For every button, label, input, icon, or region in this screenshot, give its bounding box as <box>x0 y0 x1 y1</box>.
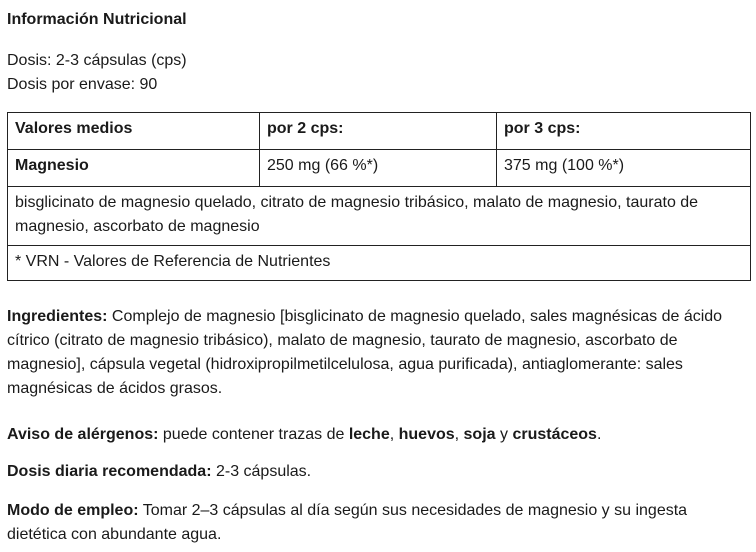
allergen-sep-2: , <box>454 426 464 443</box>
value-2cps-cell: 250 mg (66 %*) <box>260 150 497 187</box>
allergen-sep-3: y <box>495 426 513 443</box>
per-container-line: Dosis por envase: 90 <box>7 76 158 93</box>
daily-dose-text: 2-3 cápsulas. <box>211 463 312 480</box>
allergens-label: Aviso de alérgenos: <box>7 426 159 443</box>
allergens-paragraph <box>7 423 749 447</box>
footnote-cell: * VRN - Valores de Referencia de Nutrientes <box>8 246 751 281</box>
header-cell-values: Valores medios <box>8 113 260 150</box>
ingredients-paragraph <box>7 305 749 401</box>
daily-dose-label: Dosis diaria recomendada: <box>7 463 212 480</box>
magnesium-forms-cell: bisglicinato de magnesio quelado, citrato de magnesio tribásico, malato de magnesio, taurato de magnesio, ascorbato de magnesio <box>8 187 751 246</box>
usage-paragraph <box>7 499 749 547</box>
ingredients-label: Ingredientes: <box>7 308 108 325</box>
page-title: Información Nutricional <box>7 11 187 28</box>
nutrient-name-cell: Magnesio <box>8 150 260 187</box>
table-header-row <box>8 113 751 150</box>
allergen-eggs: huevos <box>398 426 455 443</box>
allergen-sep-1: , <box>389 426 399 443</box>
allergen-soy: soja <box>463 426 496 443</box>
allergen-milk: leche <box>348 426 390 443</box>
usage-label: Modo de empleo: <box>7 502 139 519</box>
header-cell-2cps: por 2 cps: <box>260 113 497 150</box>
usage-text: Tomar 2–3 cápsulas al día según sus necesidades de magnesio y su ingesta dietética con abundante agua. <box>7 502 688 543</box>
allergen-end: . <box>596 426 602 443</box>
header-cell-3cps: por 3 cps: <box>497 113 751 150</box>
ingredients-text: Complejo de magnesio [bisglicinato de magnesio quelado, sales magnésicas de ácido cítrico (citrato de magnesio tribásico), malato de magnesio, taurato de magnesio, ascorbato de magnesio], cápsula vegetal (hidroxipropilmetilcelulosa, agua purificada), antiaglomerante: sales magnésicas de ácidos grasos. <box>7 308 723 397</box>
allergens-text: puede contener trazas de <box>158 426 349 443</box>
allergen-crustaceans: crustáceos <box>512 426 597 443</box>
daily-dose-paragraph <box>7 460 749 484</box>
table-row-footnote <box>8 246 751 281</box>
nutrition-table <box>7 112 751 281</box>
value-3cps-cell: 375 mg (100 %*) <box>497 150 751 187</box>
table-row-magnesium <box>8 150 751 187</box>
dose-line: Dosis: 2-3 cápsulas (cps) <box>7 52 187 69</box>
table-row-forms <box>8 187 751 246</box>
